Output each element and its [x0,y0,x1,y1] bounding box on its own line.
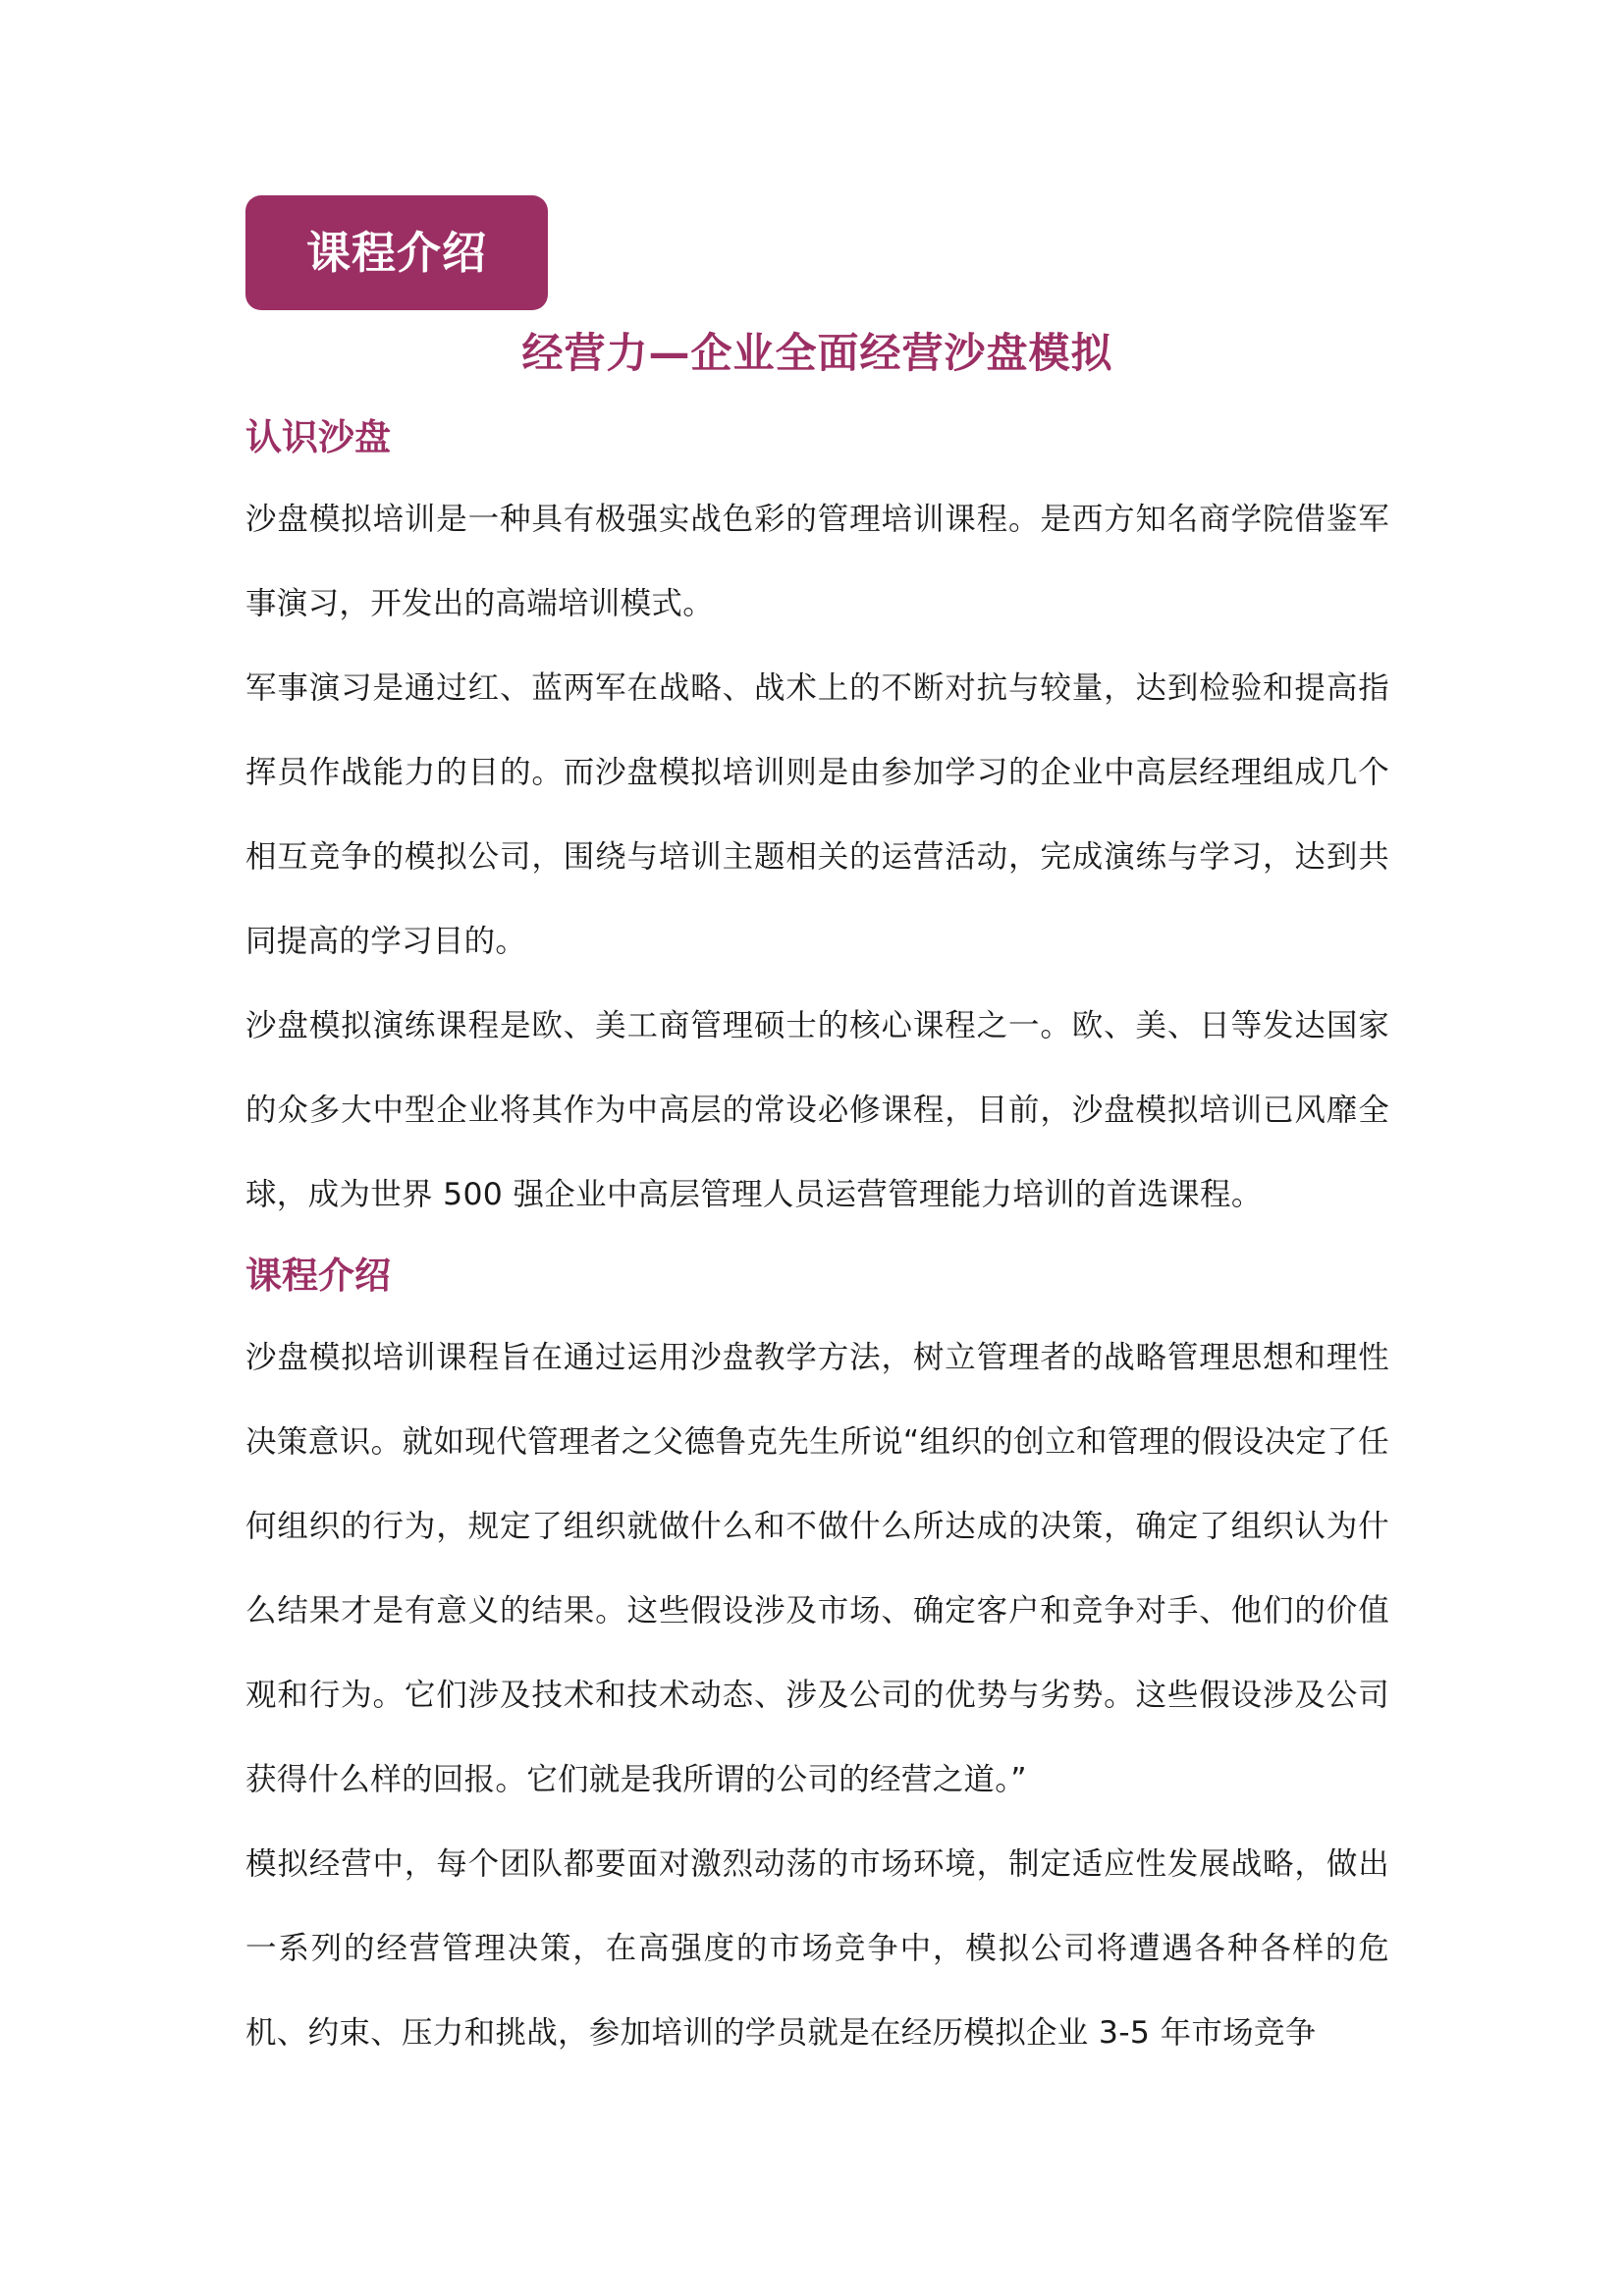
paragraph: 沙盘模拟培训课程旨在通过运用沙盘教学方法，树立管理者的战略管理思想和理性决策意识。就如现代管理者之父德鲁克先生所说“组织的创立和管理的假设决定了任何组织的行为，规定了组织就做什么和不做什么所达成的决策，确定了组织认为什么结果才是有意义的结果。这些假设涉及市场、确定客户和竞争对手、他们的价值观和行为。它们涉及技术和技术动态、涉及公司的优势与劣势。这些假设涉及公司获得什么样的回报。它们就是我所谓的公司的经营之道。” [245,1340,1389,1797]
section-heading: 认识沙盘 [245,416,391,458]
paragraph: 沙盘模拟演练课程是欧、美工商管理硕士的核心课程之一。欧、美、日等发达国家的众多大中型企业将其作为中高层的常设必修课程，目前，沙盘模拟培训已风靡全球，成为世界 500 强企业中高层管理人员运营管理能力培训的首选课程。 [245,1008,1389,1212]
paragraph: 军事演习是通过红、蓝两军在战略、战术上的不断对抗与较量，达到检验和提高指挥员作战能力的目的。而沙盘模拟培训则是由参加学习的企业中高层经理组成几个相互竞争的模拟公司，围绕与培训主题相关的运营活动，完成演练与学习，达到共同提高的学习目的。 [245,670,1389,959]
section-heading: 课程介绍 [245,1255,391,1297]
section-understanding-sandtable [245,408,1389,1237]
paragraph: 模拟经营中，每个团队都要面对激烈动荡的市场环境，制定适应性发展战略，做出一系列的经营管理决策，在高强度的市场竞争中，模拟公司将遭遇各种各样的危机、约束、压力和挑战，参加培训的学员就是在经历模拟企业 3-5 年市场竞争 [245,1846,1389,2051]
section-course-intro [245,1247,1389,2075]
course-intro-badge: 课程介绍 [245,195,548,310]
document-body [245,408,1389,2075]
page-title: 经营力—企业全面经营沙盘模拟 [521,329,1113,377]
paragraph: 沙盘模拟培训是一种具有极强实战色彩的管理培训课程。是西方知名商学院借鉴军事演习，开发出的高端培训模式。 [245,502,1389,621]
